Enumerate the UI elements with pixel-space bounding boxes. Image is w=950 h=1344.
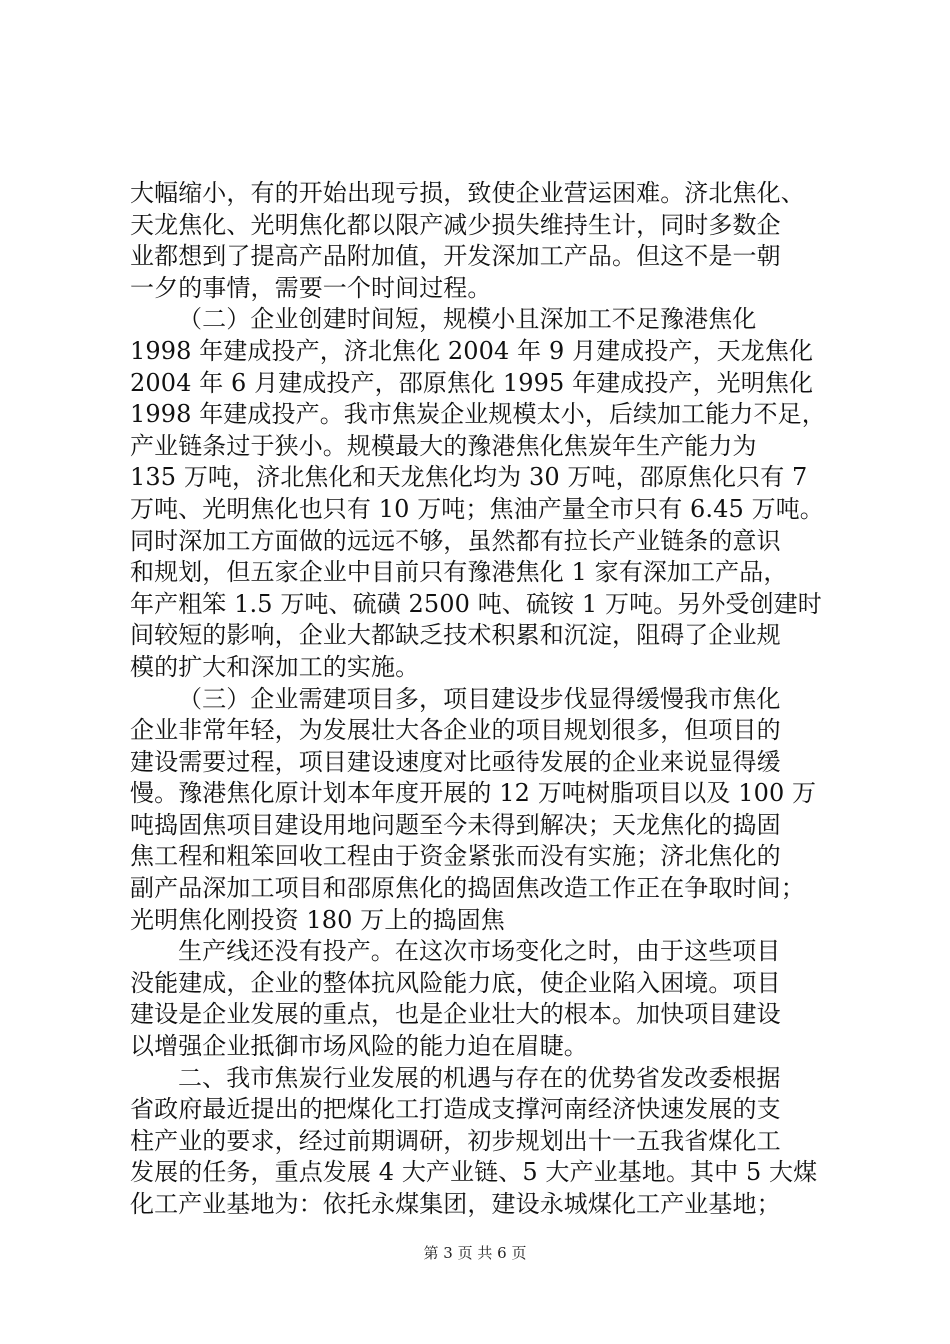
page-number-footer: 第 3 页 共 6 页 bbox=[423, 1244, 527, 1262]
text-line: 万吨、光明焦化也只有 10 万吨；焦油产量全市只有 6.45 万吨。 bbox=[130, 494, 824, 523]
text-line: 产业链条过于狭小。规模最大的豫港焦化焦炭年生产能力为 bbox=[130, 431, 757, 460]
text-line: 模的扩大和深加工的实施。 bbox=[130, 652, 420, 681]
text-line: 慢。豫港焦化原计划本年度开展的 12 万吨树脂项目以及 100 万 bbox=[130, 779, 817, 808]
text-line: 建设需要过程，项目建设速度对比亟待发展的企业来说显得缓 bbox=[130, 747, 781, 776]
text-line: 没能建成，企业的整体抗风险能力底，使企业陷入困境。项目 bbox=[130, 968, 781, 997]
text-line: 光明焦化刚投资 180 万上的捣固焦 bbox=[130, 905, 505, 934]
text-line: 和规划，但五家企业中目前只有豫港焦化 1 家有深加工产品， bbox=[130, 558, 788, 587]
body-text bbox=[130, 178, 830, 1221]
text-line: 间较短的影响，企业大都缺乏技术积累和沉淀，阻碍了企业规 bbox=[130, 621, 781, 650]
text-line: 企业非常年轻，为发展壮大各企业的项目规划很多，但项目的 bbox=[130, 716, 781, 745]
text-line: 以增强企业抵御市场风险的能力迫在眉睫。 bbox=[130, 1032, 588, 1061]
text-line: 天龙焦化、光明焦化都以限产减少损失维持生计，同时多数企 bbox=[130, 210, 781, 239]
text-line: （二）企业创建时间短，规模小且深加工不足豫港焦化 bbox=[178, 305, 757, 334]
text-line: 省政府最近提出的把煤化工打造成支撑河南经济快速发展的支 bbox=[130, 1095, 781, 1124]
text-line: 副产品深加工项目和邵原焦化的捣固焦改造工作正在争取时间； bbox=[130, 874, 805, 903]
text-line: 2004 年 6 月建成投产，邵原焦化 1995 年建成投产，光明焦化 bbox=[130, 368, 814, 397]
text-line: 同时深加工方面做的远远不够，虽然都有拉长产业链条的意识 bbox=[130, 526, 781, 555]
text-line: 1998 年建成投产。我市焦炭企业规模太小，后续加工能力不足， bbox=[130, 400, 826, 429]
text-line: 柱产业的要求，经过前期调研，初步规划出十一五我省煤化工 bbox=[130, 1126, 781, 1155]
text-line: 二、我市焦炭行业发展的机遇与存在的优势省发改委根据 bbox=[178, 1063, 781, 1092]
text-line: 焦工程和粗笨回收工程由于资金紧张而没有实施；济北焦化的 bbox=[130, 842, 781, 871]
text-line: 吨捣固焦项目建设用地问题至今未得到解决；天龙焦化的捣固 bbox=[130, 810, 781, 839]
text-line: 化工产业基地为：依托永煤集团，建设永城煤化工产业基地； bbox=[130, 1190, 781, 1218]
text-line: 业都想到了提高产品附加值，开发深加工产品。但这不是一朝 bbox=[130, 242, 781, 271]
text-line: 发展的任务，重点发展 4 大产业链、5 大产业基地。其中 5 大煤 bbox=[130, 1158, 818, 1187]
text-line: 建设是企业发展的重点，也是企业壮大的根本。加快项目建设 bbox=[130, 1000, 781, 1029]
text-line: 生产线还没有投产。在这次市场变化之时，由于这些项目 bbox=[178, 937, 781, 966]
text-line: 135 万吨，济北焦化和天龙焦化均为 30 万吨，邵原焦化只有 7 bbox=[130, 463, 808, 492]
text-line: （三）企业需建项目多，项目建设步伐显得缓慢我市焦化 bbox=[178, 684, 781, 713]
text-line: 大幅缩小，有的开始出现亏损，致使企业营运困难。济北焦化、 bbox=[130, 179, 805, 207]
text-line: 年产粗笨 1.5 万吨、硫磺 2500 吨、硫铵 1 万吨。另外受创建时 bbox=[130, 589, 822, 618]
text-line: 1998 年建成投产，济北焦化 2004 年 9 月建成投产，天龙焦化 bbox=[130, 336, 814, 365]
text-line: 一夕的事情，需要一个时间过程。 bbox=[130, 273, 492, 302]
